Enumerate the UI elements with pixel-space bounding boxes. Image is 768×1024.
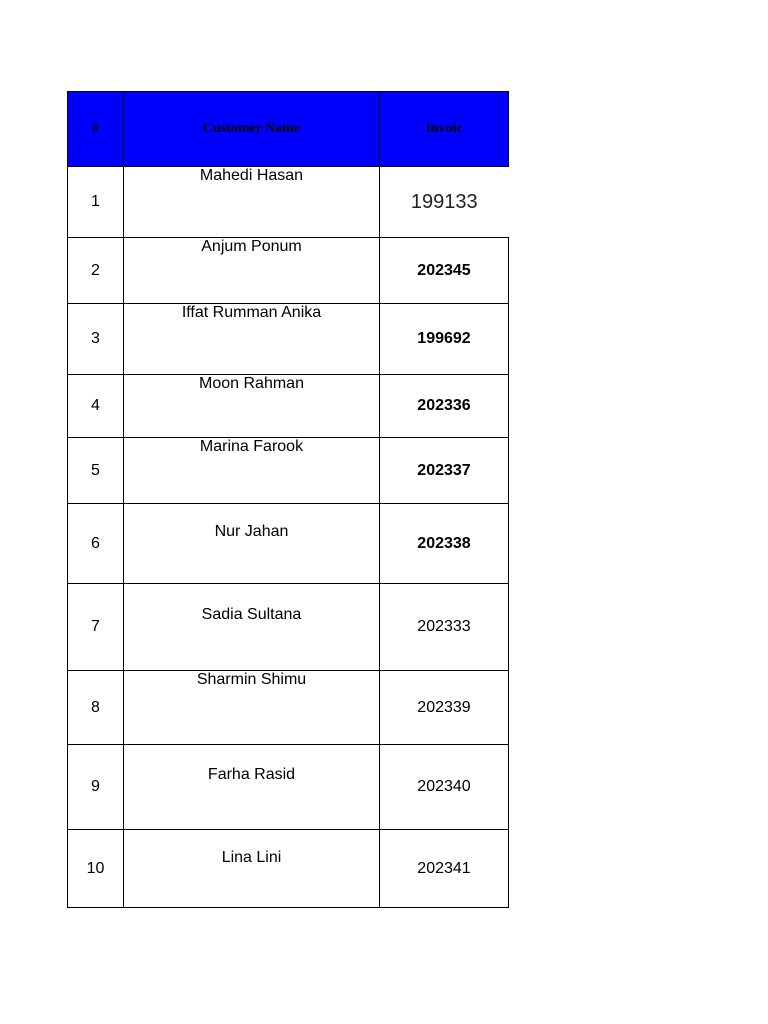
customer-name: Nur Jahan [124, 504, 380, 584]
table-row [68, 167, 509, 238]
table-row [68, 745, 509, 830]
invoice-table [67, 91, 509, 908]
row-number: 6 [68, 504, 124, 584]
table-row [68, 304, 509, 375]
customer-name: Mahedi Hasan [124, 167, 380, 238]
invoice-number: 202338 [380, 504, 509, 584]
row-number: 5 [68, 438, 124, 504]
invoice-number: 202337 [380, 438, 509, 504]
row-number: 4 [68, 375, 124, 438]
row-number: 7 [68, 584, 124, 671]
table-row [68, 584, 509, 671]
row-number: 1 [68, 167, 124, 238]
customer-name: Anjum Ponum [124, 238, 380, 304]
invoice-number: 202345 [380, 238, 509, 304]
invoice-number: 202333 [380, 584, 509, 671]
row-number: 10 [68, 830, 124, 908]
customer-name: Moon Rahman [124, 375, 380, 438]
customer-name: Lina Lini [124, 830, 380, 908]
row-number: 9 [68, 745, 124, 830]
header-row [68, 92, 509, 167]
table-row [68, 504, 509, 584]
customer-name: Marina Farook [124, 438, 380, 504]
invoice-number: 199133 [380, 167, 509, 238]
customer-name: Sadia Sultana [124, 584, 380, 671]
row-number: 8 [68, 671, 124, 745]
invoice-number: 202341 [380, 830, 509, 908]
table-row [68, 238, 509, 304]
table-row [68, 438, 509, 504]
table-body [68, 167, 509, 908]
invoice-number: 202340 [380, 745, 509, 830]
table-header [68, 92, 509, 167]
header-customer-name: Customer Name [124, 92, 380, 167]
row-number: 2 [68, 238, 124, 304]
customer-name: Farha Rasid [124, 745, 380, 830]
customer-name: Iffat Rumman Anika [124, 304, 380, 375]
table-row [68, 671, 509, 745]
invoice-number: 202336 [380, 375, 509, 438]
customer-name: Sharmin Shimu [124, 671, 380, 745]
invoice-number: 202339 [380, 671, 509, 745]
row-number: 3 [68, 304, 124, 375]
invoice-number: 199692 [380, 304, 509, 375]
header-invoice: Invoic [380, 92, 509, 167]
header-number: # [68, 92, 124, 167]
table-row [68, 375, 509, 438]
table-row [68, 830, 509, 908]
